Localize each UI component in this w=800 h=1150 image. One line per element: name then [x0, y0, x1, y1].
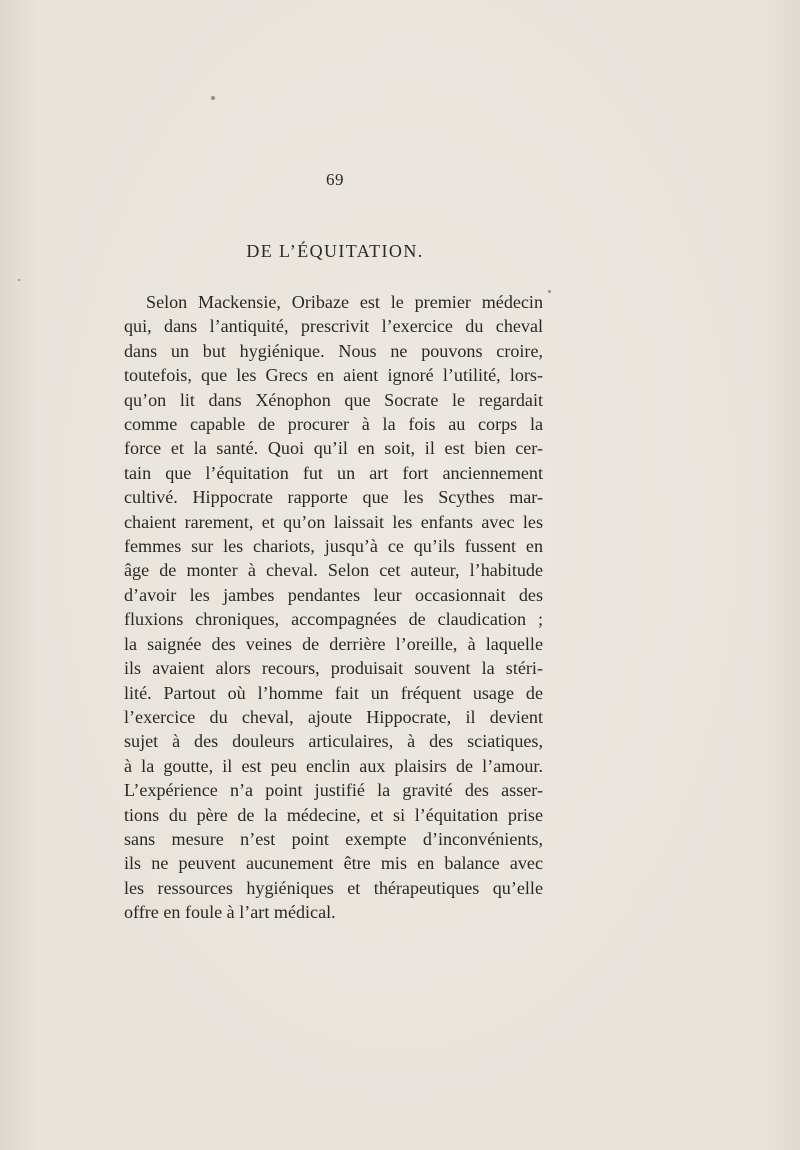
text-line: à la goutte, il est peu enclin aux plaisirs de l’amour.	[124, 755, 543, 776]
text-line: d’avoir les jambes pendantes leur occasionnait des	[124, 584, 543, 605]
text-line: cultivé. Hippocrate rapporte que les Scythes mar-	[124, 487, 543, 508]
text-line: les ressources hygiéniques et thérapeutiques qu’elle	[124, 877, 543, 898]
text-line: offre en foule à l’art médical.	[124, 902, 336, 923]
text-line: la saignée des veines de derrière l’oreille, à laquelle	[124, 633, 543, 654]
text-line: sans mesure n’est point exempte d’inconvénients,	[124, 828, 543, 849]
text-line: tain que l’équitation fut un art fort anciennement	[124, 462, 543, 483]
text-line: femmes sur les chariots, jusqu’à ce qu’ils fussent en	[124, 536, 543, 557]
text-line: âge de monter à cheval. Selon cet auteur, l’habitude	[124, 560, 543, 581]
body-paragraph	[124, 290, 543, 925]
text-line: toutefois, que les Grecs en aient ignoré l’utilité, lors-	[124, 365, 543, 386]
paper-speck	[18, 279, 20, 281]
page-number: 69	[326, 170, 344, 189]
text-line: tions du père de la médecine, et si l’équitation prise	[124, 804, 543, 825]
text-line: qui, dans l’antiquité, prescrivit l’exercice du cheval	[124, 316, 543, 337]
text-line: l’exercice du cheval, ajoute Hippocrate, il devient	[124, 706, 543, 727]
text-line: chaient rarement, et qu’on laissait les enfants avec les	[124, 511, 543, 532]
text-line: dans un but hygiénique. Nous ne pouvons croire,	[124, 340, 543, 361]
text-line: L’expérience n’a point justifié la gravité des asser-	[124, 780, 543, 801]
text-line: ils ne peuvent aucunement être mis en balance avec	[124, 853, 543, 874]
text-line: lité. Partout où l’homme fait un fréquent usage de	[124, 682, 543, 703]
chapter-title: DE L’ÉQUITATION.	[246, 241, 424, 261]
text-line: force et la santé. Quoi qu’il en soit, il est bien cer-	[124, 438, 543, 459]
text-line: fluxions chroniques, accompagnées de claudication ;	[124, 609, 543, 630]
text-line: sujet à des douleurs articulaires, à des sciatiques,	[124, 731, 543, 752]
text-line: ils avaient alors recours, produisait souvent la stéri-	[124, 658, 543, 679]
text-line: comme capable de procurer à la fois au corps la	[124, 414, 543, 435]
text-line: qu’on lit dans Xénophon que Socrate le regardait	[124, 389, 543, 410]
paper-speck	[211, 96, 215, 100]
paper-speck	[548, 290, 551, 293]
text-line: Selon Mackensie, Oribaze est le premier médecin	[146, 292, 543, 312]
